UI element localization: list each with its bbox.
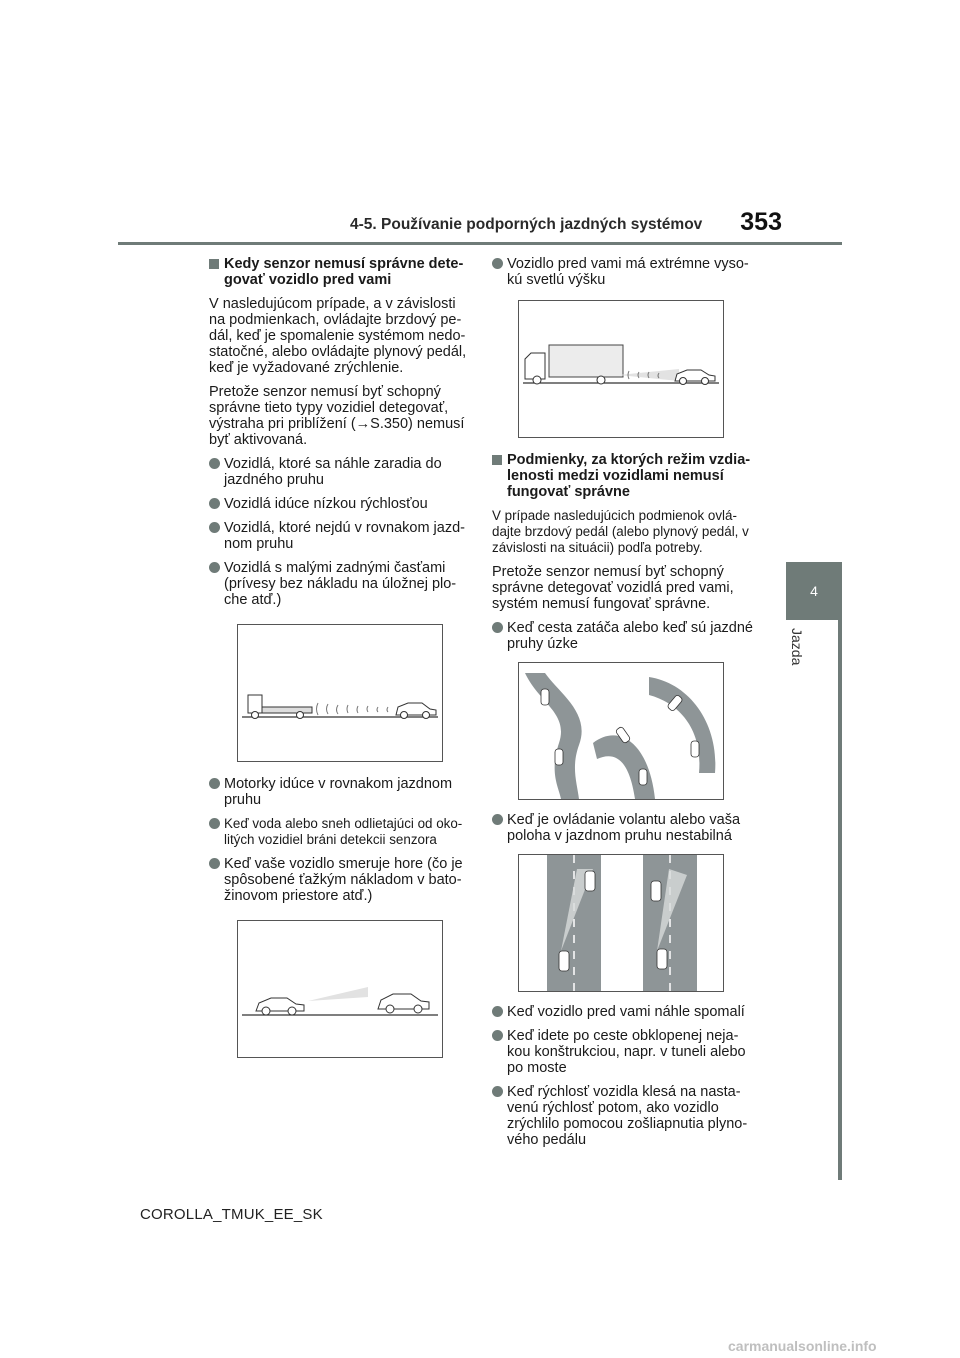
bullet-dot-icon: [492, 1030, 503, 1041]
header-divider: [118, 242, 842, 245]
page-number: 353: [740, 208, 782, 236]
bullet-dot-icon: [209, 498, 220, 509]
list-item: Keď rýchlosť vozidla klesá na nasta-venú rýchlosť potom, ako vozidlo zrýchlilo pomocou zošliapnutia plyno-vého pedálu: [492, 1084, 760, 1148]
left-column: [209, 256, 467, 1058]
paragraph: Pretože senzor nemusí byť schopný správne detegovať vozidlá pred vami, systém nemusí fungovať správne.: [492, 564, 734, 612]
bullet-dot-icon: [209, 458, 220, 469]
section-heading-detection: Kedy senzor nemusí správne dete-govať vozidlo pred vami: [209, 256, 467, 288]
list-item: Keď cesta zatáča alebo keď sú jazdné pruhy úzke: [492, 620, 760, 652]
bullet-dot-icon: [492, 1086, 503, 1097]
list-item: Vozidlá, ktoré nejdú v rovnakom jazd-nom pruhu: [209, 520, 467, 552]
bullet-dot-icon: [492, 1006, 503, 1017]
list-item: Keď vaše vozidlo smeruje hore (čo je spôsobené ťažkým nákladom v bato-žinovom priestore atď.): [209, 856, 467, 904]
list-item: Vozidlá s malými zadnými časťami (prívesy bez nákladu na úložnej plo-che atď.): [209, 560, 467, 608]
bullet-dot-icon: [492, 258, 503, 269]
illustration-curved-roads: [518, 662, 724, 800]
list-item: Vozidlá idúce nízkou rýchlosťou: [209, 496, 467, 512]
list-item: Keď voda alebo sneh odlietajúci od oko-litých vozidiel bráni detekcii senzora: [209, 816, 467, 848]
document-code: COROLLA_TMUK_EE_SK: [140, 1206, 323, 1223]
bullet-dot-icon: [209, 522, 220, 533]
square-bullet-icon: [209, 259, 219, 269]
side-divider: [838, 620, 842, 1180]
list-item: Keď vozidlo pred vami náhle spomalí: [492, 1004, 760, 1020]
list-item: Motorky idúce v rovnakom jazdnom pruhu: [209, 776, 467, 808]
bullet-dot-icon: [492, 814, 503, 825]
illustration-uphill-car: [237, 920, 443, 1058]
chapter-label: Jazda: [789, 628, 805, 666]
square-bullet-icon: [492, 455, 502, 465]
right-column: [492, 256, 760, 1156]
list-item: Vozidlo pred vami má extrémne vyso-kú svetlú výšku: [492, 256, 760, 288]
bullet-dot-icon: [209, 778, 220, 789]
list-item: Keď je ovládanie volantu alebo vaša poloha v jazdnom pruhu nestabilná: [492, 812, 760, 844]
bullet-dot-icon: [209, 858, 220, 869]
bullet-dot-icon: [209, 562, 220, 573]
bullet-dot-icon: [492, 622, 503, 633]
paragraph: V prípade nasledujúcich podmienok ovlá-dajte brzdový pedál (alebo plynový pedál, v závislosti na situácii) podľa potreby.: [492, 508, 749, 555]
page-header-title: 4-5. Používanie podporných jazdných systémov: [350, 216, 703, 233]
illustration-straight-lanes: [518, 854, 724, 992]
section-heading-distance-mode: Podmienky, za ktorých režim vzdia-lenosti medzi vozidlami nemusí fungovať správne: [492, 452, 760, 500]
illustration-high-truck: [518, 300, 724, 438]
illustration-low-trailer: [237, 624, 443, 762]
chapter-tab: 4: [786, 562, 842, 620]
watermark: carmanualsonline.info: [728, 1338, 877, 1354]
paragraph: Pretože senzor nemusí byť schopný správne tieto typy vozidiel detegovať, výstraha pri priblížení (→S.350) nemusí byť aktivovaná.: [209, 384, 465, 448]
list-item: Keď idete po ceste obklopenej neja-kou konštrukciou, napr. v tuneli alebo po moste: [492, 1028, 760, 1076]
bullet-dot-icon: [209, 818, 220, 829]
list-item: Vozidlá, ktoré sa náhle zaradia do jazdného pruhu: [209, 456, 467, 488]
paragraph: V nasledujúcom prípade, a v závislosti na podmienkach, ovládajte brzdový pe-dál, keď je spomalenie systémom nedo-statočné, alebo ovládajte plynový pedál, keď je vyžadované zrýchlenie.: [209, 296, 467, 376]
